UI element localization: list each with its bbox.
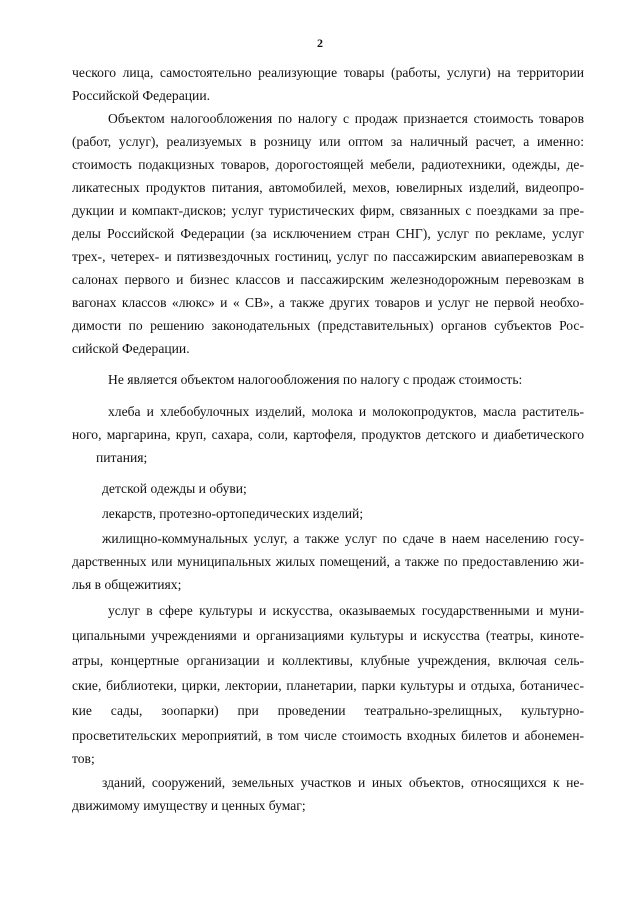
text-line: просветительских мероприятий, в том числе стоимость входных билетов и абонемен- bbox=[72, 728, 584, 743]
text-line: зданий, сооружений, земельных участков и иных объектов, относящихся к не- bbox=[102, 775, 584, 790]
text-line: (работ, услуг), реализуемых в розницу или оптом за наличный расчет, а именно: bbox=[72, 134, 584, 149]
text-line: делы Российской Федерации (за исключением стран СНГ), услуг по рекламе, услуг bbox=[72, 226, 584, 241]
text-line: питания; bbox=[96, 450, 148, 465]
text-line: кие сады, зоопарки) при проведении театрально-зрелищных, культурно- bbox=[72, 703, 584, 718]
page-number: 2 bbox=[317, 36, 323, 50]
text-line: ликатесных продуктов питания, автомобилей, мехов, ювелирных изделий, видеопро- bbox=[72, 180, 584, 195]
text-line: тов; bbox=[72, 751, 95, 766]
text-line: жилищно-коммунальных услуг, а также услуг по сдаче в наем населению госу- bbox=[102, 531, 584, 546]
text-line: лекарств, протезно-ортопедических изделий; bbox=[102, 506, 364, 521]
text-line: хлеба и хлебобулочных изделий, молока и молокопродуктов, масла раститель- bbox=[108, 404, 584, 419]
text-line: салонах первого и бизнес классов и пассажирским железнодорожным перевозкам в bbox=[72, 272, 584, 287]
text-line: ципальными учреждениями и организациями культуры и искусства (театры, киноте- bbox=[72, 628, 584, 643]
text-line: сийской Федерации. bbox=[72, 341, 190, 356]
text-line: вагонах классов «люкс» и « СВ», а также других товаров и услуг не первой необхо- bbox=[72, 295, 584, 310]
text-line: трех-, четерех- и пятизвездочных гостиниц, услуг по пассажирским авиаперевозкам в bbox=[72, 249, 584, 264]
text-line: услуг в сфере культуры и искусства, оказываемых государственными и муни- bbox=[108, 603, 584, 618]
text-line: Объектом налогообложения по налогу с продаж признается стоимость товаров bbox=[108, 111, 584, 126]
text-line: ские, библиотеки, цирки, лектории, планетарии, парки культуры и отдыха, ботаничес- bbox=[72, 678, 584, 693]
text-line: стоимость подакцизных товаров, дорогостоящей мебели, радиотехники, одежды, де- bbox=[72, 157, 584, 172]
text-line: движимому имуществу и ценных бумаг; bbox=[72, 798, 306, 813]
text-line: Не является объектом налогообложения по налогу с продаж стоимость: bbox=[108, 372, 523, 387]
text-line: детской одежды и обуви; bbox=[102, 481, 247, 496]
text-line: дарственных или муниципальных жилых помещений, а также по предоставлению жи- bbox=[72, 554, 584, 569]
text-line: ного, маргарина, круп, сахара, соли, картофеля, продуктов детского и диабетического bbox=[72, 427, 584, 442]
text-line: лья в общежитиях; bbox=[72, 577, 182, 592]
text-line: димости по решению законодательных (представительных) органов субъектов Рос- bbox=[72, 318, 584, 333]
text-line: Российской Федерации. bbox=[72, 88, 210, 103]
text-line: дукции и компакт-дисков; услуг туристических фирм, связанных с поездками за пре- bbox=[72, 203, 584, 218]
text-line: атры, концертные организации и коллективы, клубные учреждения, включая сель- bbox=[72, 653, 584, 668]
text-line: ческого лица, самостоятельно реализующие товары (работы, услуги) на территории bbox=[72, 65, 584, 80]
